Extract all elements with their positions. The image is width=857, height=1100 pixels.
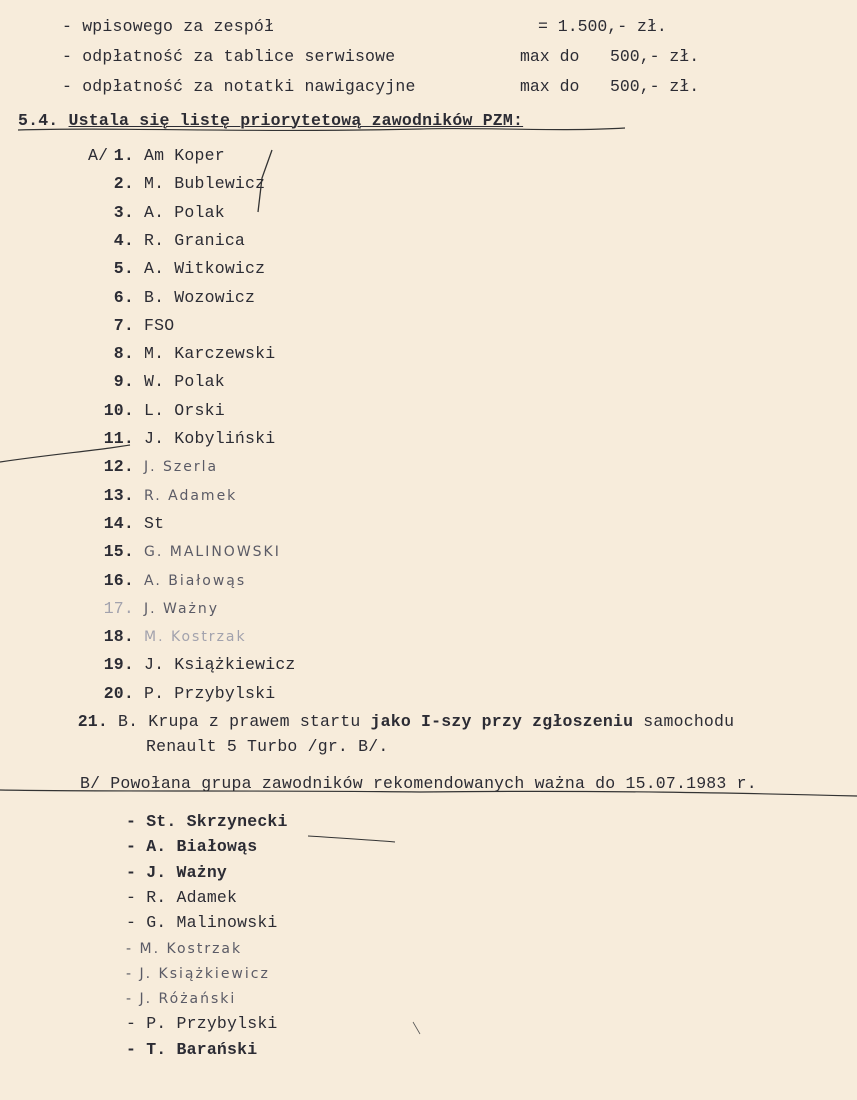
fee-line-notes xyxy=(62,77,416,97)
list-item xyxy=(96,542,281,562)
list-b-item: - St. Skrzynecki xyxy=(126,812,288,831)
list-item-name: J. Książkiewicz xyxy=(144,655,296,675)
pen-stroke-skrzynecki xyxy=(308,836,395,842)
list-item xyxy=(96,429,275,449)
list-item-number: 17. xyxy=(103,598,134,618)
list-item-number: 19. xyxy=(103,655,134,675)
list-item-number: 2. xyxy=(113,174,134,194)
fee-qualifier: max do xyxy=(520,47,580,66)
list-item xyxy=(96,146,225,166)
list-item-emphasis: jako I-szy przy zgłoszeniu xyxy=(370,712,634,731)
list-item xyxy=(96,514,164,534)
list-item-number: 7. xyxy=(113,315,134,335)
list-item-name: M. Kostrzak xyxy=(144,629,247,646)
list-item-21 xyxy=(70,712,734,732)
list-item-name: A. Białowąs xyxy=(144,572,247,589)
list-item-name: M. Bublewicz xyxy=(144,174,266,194)
list-b-item: - M. Kostrzak xyxy=(126,940,243,957)
list-item-number: 10. xyxy=(103,400,134,420)
list-item-number: 11. xyxy=(103,429,134,448)
list-item-name: A. Witkowicz xyxy=(144,259,266,279)
list-item-name: W. Polak xyxy=(144,372,225,392)
list-item-name: St xyxy=(144,513,165,533)
fee-qualifier: max do xyxy=(520,77,580,96)
list-b-item: - T. Barański xyxy=(126,1039,258,1059)
list-item-number: 14. xyxy=(103,513,134,533)
list-item xyxy=(96,486,237,506)
list-item-name: R. Granica xyxy=(144,230,246,250)
fee-label: - wpisowego za zespół xyxy=(62,17,275,36)
list-item-number: 5. xyxy=(113,259,134,279)
list-item xyxy=(96,316,174,336)
fee-amount-entry: = 1.500,- zł. xyxy=(538,17,667,36)
list-item xyxy=(96,599,219,619)
section-title: Ustala się listę priorytetową zawodników PZM: xyxy=(68,111,524,130)
fee-label: - odpłatność za notatki nawigacyjne xyxy=(62,77,416,96)
list-item-number: 21. xyxy=(77,712,108,731)
list-item-number: 1. xyxy=(113,146,134,165)
list-item xyxy=(96,684,275,704)
list-item-number: 18. xyxy=(103,627,134,647)
list-item xyxy=(96,655,296,675)
fee-line-plates xyxy=(62,47,395,67)
list-item-name: J. Ważny xyxy=(144,600,220,617)
list-item-name: P. Przybylski xyxy=(144,683,276,703)
list-a-marker: A/ xyxy=(88,146,109,165)
section-heading xyxy=(18,111,523,131)
list-item-number: 8. xyxy=(113,344,134,364)
list-item-name: Am Koper xyxy=(144,146,225,165)
list-b-item: - P. Przybylski xyxy=(126,1014,278,1034)
list-item xyxy=(96,571,246,591)
list-item-text-end: samochodu xyxy=(633,712,735,731)
list-item-text: B. Krupa z prawem startu xyxy=(118,712,371,731)
list-item-name: M. Karczewski xyxy=(144,344,276,364)
list-item-number: 20. xyxy=(103,683,134,703)
list-item-name: G. MALINOWSKI xyxy=(144,544,281,561)
list-item xyxy=(96,203,225,223)
fee-line-entry xyxy=(62,17,274,37)
list-item-number: 15. xyxy=(103,542,134,562)
list-b-item: - J. Różański xyxy=(126,991,237,1008)
list-item-name: FSO xyxy=(144,315,175,335)
list-item-number: 3. xyxy=(113,202,134,222)
list-item xyxy=(96,627,247,647)
list-item xyxy=(96,288,255,308)
list-b-item: - J. Ważny xyxy=(126,862,228,882)
list-item xyxy=(96,231,245,251)
list-item-name: B. Wozowicz xyxy=(144,287,256,307)
list-b-heading: B/ Powołana grupa zawodników rekomendowanych ważna do 15.07.1983 r. xyxy=(80,774,757,793)
list-item-number: 16. xyxy=(103,570,134,590)
list-item-number: 9. xyxy=(113,372,134,392)
list-item-number: 6. xyxy=(113,287,134,307)
list-item xyxy=(96,344,275,364)
list-item-number: 12. xyxy=(103,457,134,477)
list-item xyxy=(96,401,225,421)
list-item-name: J. Szerla xyxy=(144,459,219,476)
list-item xyxy=(96,372,225,392)
list-b-item: - R. Adamek xyxy=(126,887,238,907)
list-item xyxy=(96,457,218,477)
list-item-name: A. Polak xyxy=(144,202,225,222)
list-item-21-continuation: Renault 5 Turbo /gr. B/. xyxy=(146,737,389,756)
list-item xyxy=(96,174,265,194)
list-b-item: - A. Białowąs xyxy=(126,837,258,857)
list-item-name: L. Orski xyxy=(144,400,225,420)
fee-amount-notes: 500,- zł. xyxy=(610,77,700,96)
fee-amount-plates: 500,- zł. xyxy=(610,47,700,66)
list-b-item: - G. Malinowski xyxy=(126,913,278,933)
list-item-number: 4. xyxy=(113,230,134,250)
section-number: 5.4. xyxy=(18,111,59,130)
list-item-name: J. Kobyliński xyxy=(144,429,276,448)
list-item xyxy=(96,259,265,279)
list-item-name: R. Adamek xyxy=(144,487,238,504)
pen-mark-small xyxy=(413,1022,420,1034)
fee-label: - odpłatność za tablice serwisowe xyxy=(62,47,396,66)
list-b-item: - J. Książkiewicz xyxy=(126,965,270,982)
list-item-number: 13. xyxy=(103,485,134,505)
